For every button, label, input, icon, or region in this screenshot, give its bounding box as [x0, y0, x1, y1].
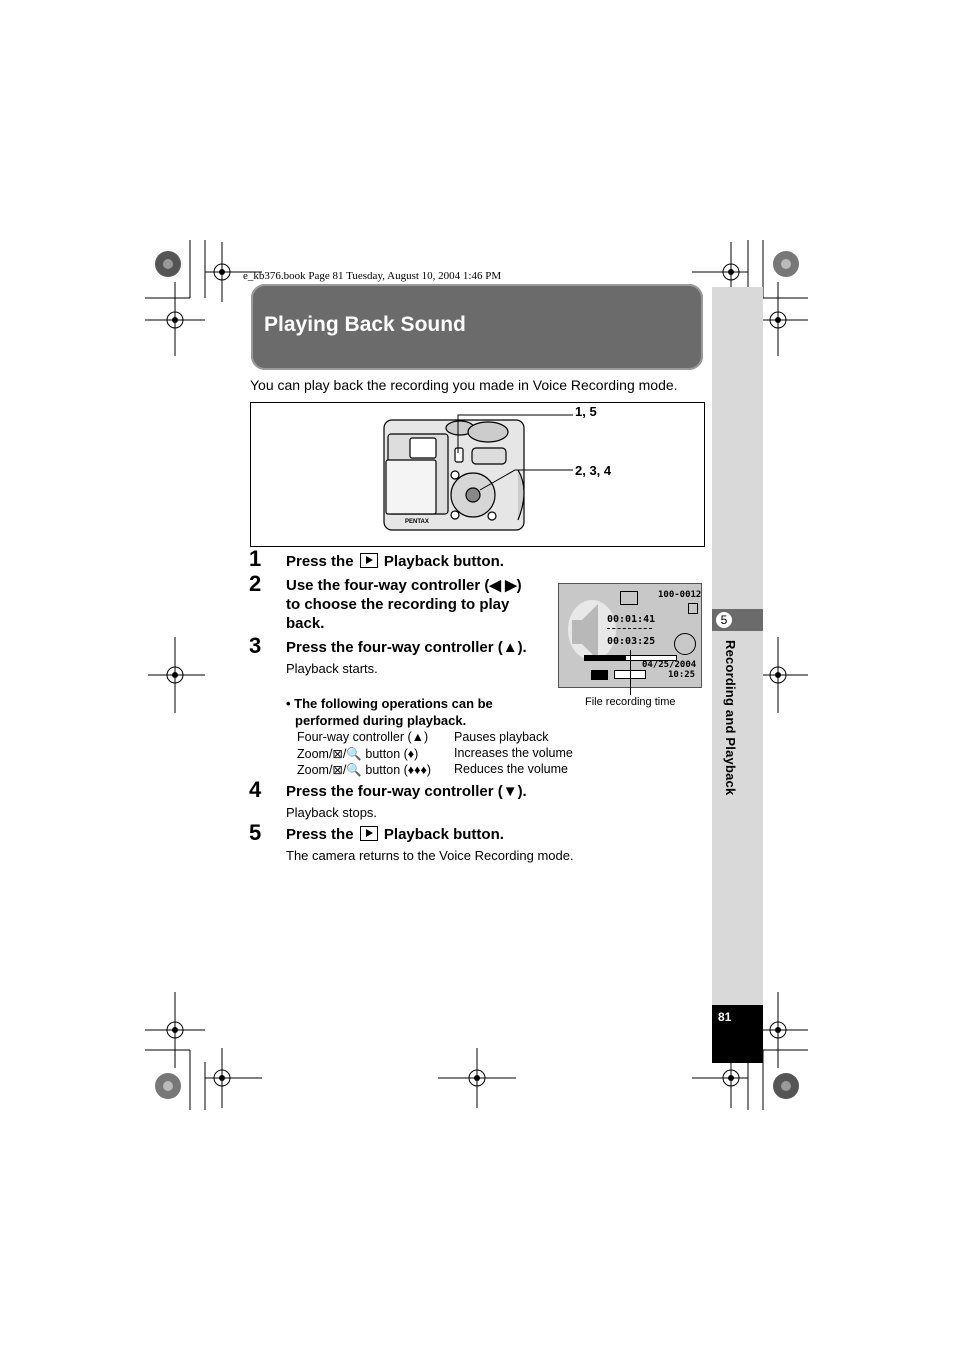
total-time: 00:03:25: [607, 636, 656, 647]
memory-icon: [688, 603, 698, 614]
step-1-number: 1: [249, 546, 262, 571]
step-2-line-1: Use the four-way controller (◀ ▶): [286, 577, 522, 594]
op-1-action: Pauses playback: [454, 730, 549, 744]
op-1-control: Four-way controller (▲): [297, 730, 429, 744]
step-1-text: [286, 552, 504, 571]
op-3-action: Reduces the volume: [454, 762, 568, 776]
caption-leader: [630, 650, 631, 695]
step-3-note: Playback starts.: [286, 661, 378, 676]
file-number: 100-0012: [658, 590, 702, 600]
camera-brand: PENTAX: [405, 519, 429, 525]
playback-icon: [360, 553, 378, 568]
step-2-line-2: to choose the recording to play: [286, 596, 510, 613]
time-divider: [607, 628, 652, 629]
op-3-control: Zoom/⊠/🔍 button (♦♦♦): [297, 763, 432, 777]
chapter-label: Recording and Playback: [723, 640, 738, 796]
intro-text: You can play back the recording you made in Voice Recording mode.: [250, 377, 678, 393]
callout-buttons-2-3-4: 2, 3, 4: [575, 463, 612, 478]
op-2-control: Zoom/⊠/🔍 button (♦): [297, 747, 419, 761]
elapsed-time: 00:01:41: [607, 614, 656, 625]
recording-date: 04/25/2004: [642, 660, 697, 670]
step-5-note: The camera returns to the Voice Recording mode.: [286, 848, 574, 863]
page-number: 81: [718, 1010, 732, 1024]
recording-clock: 10:25: [668, 670, 696, 680]
print-header: e_kb376.book Page 81 Tuesday, August 10, 2004 1:46 PM: [243, 270, 502, 282]
chapter-number: 5: [716, 612, 732, 628]
step-5-number: 5: [249, 820, 262, 845]
screen-caption: File recording time: [585, 696, 676, 708]
callout-buttons-1-5: 1, 5: [575, 404, 597, 419]
step-1-pre: Press the: [286, 553, 354, 570]
step-5-pre: Press the: [286, 826, 354, 843]
step-2-line-3: back.: [286, 615, 325, 632]
step-5-post: Playback button.: [383, 826, 504, 843]
step-1-post: Playback button.: [383, 553, 504, 570]
playback-progress-fill: [585, 656, 626, 660]
operations-bullet-line-2: performed during playback.: [295, 713, 467, 728]
step-3-text: Press the four-way controller (▲).: [286, 639, 527, 656]
step-3-number: 3: [249, 633, 262, 658]
operations-bullet-line-1: • The following operations can be: [286, 696, 493, 711]
battery-icon: [591, 670, 608, 680]
page-title: Playing Back Sound: [264, 313, 466, 336]
step-2-number: 2: [249, 571, 262, 596]
pause-dial-icon: [674, 633, 696, 655]
playback-icon: [360, 826, 378, 841]
step-4-text: Press the four-way controller (▼).: [286, 783, 527, 800]
step-4-number: 4: [249, 777, 262, 802]
op-2-action: Increases the volume: [454, 746, 573, 760]
callout-lines: [455, 405, 580, 500]
step-5-text: [286, 825, 504, 844]
step-4-note: Playback stops.: [286, 805, 378, 820]
playback-mode-icon: [620, 591, 638, 605]
